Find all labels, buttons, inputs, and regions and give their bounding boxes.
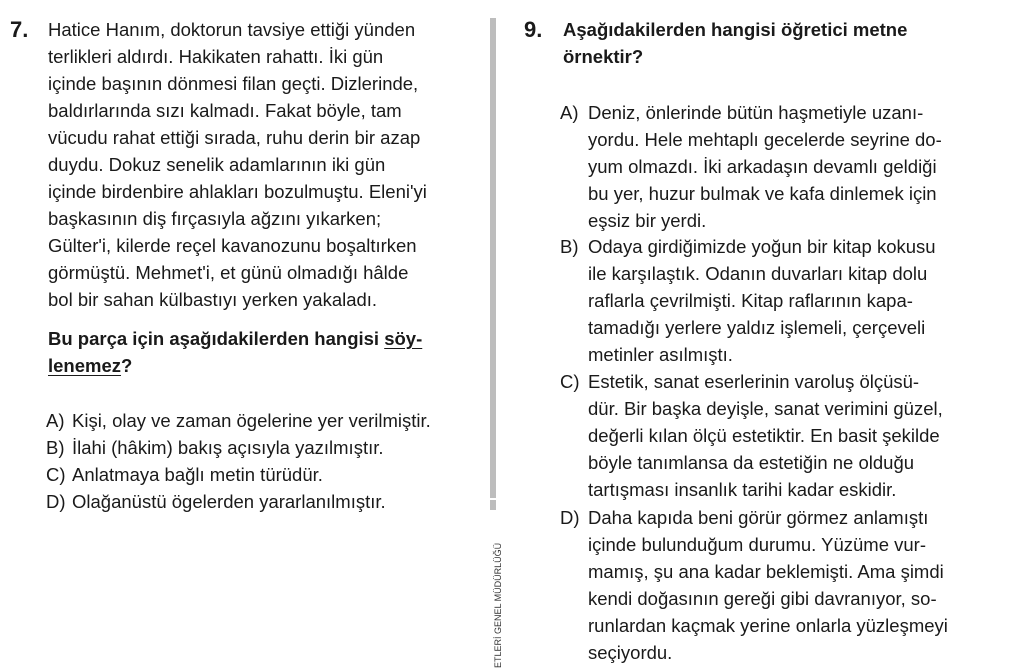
column-divider-lower (490, 500, 496, 510)
question-7-option-a[interactable] (46, 407, 431, 434)
margin-text: ETLERİ GENEL MÜDÜRLÜĞÜ (493, 542, 503, 668)
option-line: raflarla çevrilmişti. Kitap raflarının kapa- (588, 290, 913, 311)
option-line: runlardan kaçmak yerine onlarla yüzleşmeyi (588, 615, 948, 636)
option-line: bu yer, huzur bulmak ve kafa dinlemek için (588, 183, 937, 204)
question-9-option-c[interactable] (560, 368, 1005, 503)
option-text (588, 504, 1005, 666)
margin-vertical-text (493, 543, 503, 668)
question-7-number: 7. (10, 17, 29, 42)
option-line: mamış, şu ana kadar beklemişti. Ama şimdi (588, 561, 944, 582)
option-line: metinler asılmıştı. (588, 344, 733, 365)
option-line: Estetik, sanat eserlerinin varoluş ölçüsü- (588, 371, 920, 392)
stem-line: Aşağıdakilerden hangisi öğretici metne (563, 19, 908, 40)
option-line: tamadığı yerlere yaldız işlemeli, çerçeveli (588, 317, 926, 338)
passage-line: başkasının diş fırçasıyla ağzını yıkarken; (48, 208, 382, 229)
option-line: Odaya girdiğimizde yoğun bir kitap kokusu (588, 236, 936, 257)
option-line: kendi doğasının gereği gibi davranıyor, so- (588, 588, 937, 609)
option-text (588, 233, 1005, 368)
option-letter: C) (560, 371, 580, 392)
option-line: Deniz, önlerinde bütün haşmetiyle uzanı- (588, 102, 924, 123)
question-9-stem (563, 16, 1003, 70)
option-text (588, 99, 1005, 234)
option-line: dür. Bir başka deyişle, sanat verimini güzel, (588, 398, 943, 419)
passage-line: içinde başının dönmesi filan geçti. Dizlerinde, (48, 73, 419, 94)
stem-line: örnektir? (563, 46, 644, 67)
question-7-option-c[interactable] (46, 461, 323, 488)
question-9-number: 9. (524, 17, 543, 42)
option-line: eşsiz bir yerdi. (588, 210, 707, 231)
option-text: Olağanüstü ögelerden yararlanılmıştır. (72, 491, 386, 512)
option-line: yordu. Hele mehtaplı gecelerde seyrine do- (588, 129, 942, 150)
option-line: böyle tanımlansa da estetiğin ne olduğu (588, 452, 915, 473)
passage-line: baldırlarında sızı kalmadı. Fakat böyle, tam (48, 100, 402, 121)
option-letter: D) (46, 491, 66, 512)
option-letter: A) (560, 102, 579, 123)
option-line: ile karşılaştık. Odanın duvarları kitap dolu (588, 263, 928, 284)
question-9-option-d[interactable] (560, 504, 1005, 666)
option-line: değerli kılan ölçü estetiktir. En basit şekilde (588, 425, 940, 446)
option-text: Anlatmaya bağlı metin türüdür. (72, 464, 323, 485)
column-divider (490, 18, 496, 498)
option-line: Daha kapıda beni görür görmez anlamıştı (588, 507, 929, 528)
passage-line: terlikleri aldırdı. Hakikaten rahattı. İki gün (48, 46, 384, 67)
stem-question-mark: ? (121, 355, 133, 376)
question-7-passage (48, 16, 488, 313)
stem-underlined-word: söy- (384, 328, 423, 349)
option-letter: B) (560, 236, 579, 257)
passage-line: duydu. Dokuz senelik adamlarının iki gün (48, 154, 386, 175)
option-letter: A) (46, 410, 65, 431)
option-letter: C) (46, 464, 66, 485)
question-9-option-a[interactable] (560, 99, 1005, 234)
option-letter: D) (560, 507, 580, 528)
stem-text: Bu parça için aşağıdakilerden hangisi (48, 328, 385, 349)
option-line: seçiyordu. (588, 642, 673, 663)
option-text (588, 368, 1005, 503)
option-letter: B) (46, 437, 65, 458)
question-9-option-b[interactable] (560, 233, 1005, 368)
option-line: tartışması insanlık tarihi kadar eskidir. (588, 479, 897, 500)
option-text: Kişi, olay ve zaman ögelerine yer verilmiştir. (72, 410, 431, 431)
question-7-stem (48, 325, 488, 379)
option-text: İlahi (hâkim) bakış açısıyla yazılmıştır. (72, 437, 384, 458)
passage-line: bol bir sahan külbastıyı yerken yakaladı. (48, 289, 378, 310)
passage-line: Hatice Hanım, doktorun tavsiye ettiği yünden (48, 19, 416, 40)
passage-line: içinde birdenbire ahlakları bozulmuştu. Eleni'yi (48, 181, 427, 202)
passage-line: Gülter'i, kilerde reçel kavanozunu boşaltırken (48, 235, 417, 256)
question-7-option-d[interactable] (46, 488, 386, 515)
passage-line: görmüştü. Mehmet'i, et günü olmadığı hâlde (48, 262, 409, 283)
question-7-option-b[interactable] (46, 434, 384, 461)
option-line: yum olmazdı. İki arkadaşın devamlı geldiği (588, 156, 937, 177)
stem-underlined-word: lenemez (48, 355, 122, 376)
option-line: içinde bulunduğum durumu. Yüzüme vur- (588, 534, 926, 555)
passage-line: vücudu rahat ettiği sırada, ruhu derin bir azap (48, 127, 421, 148)
